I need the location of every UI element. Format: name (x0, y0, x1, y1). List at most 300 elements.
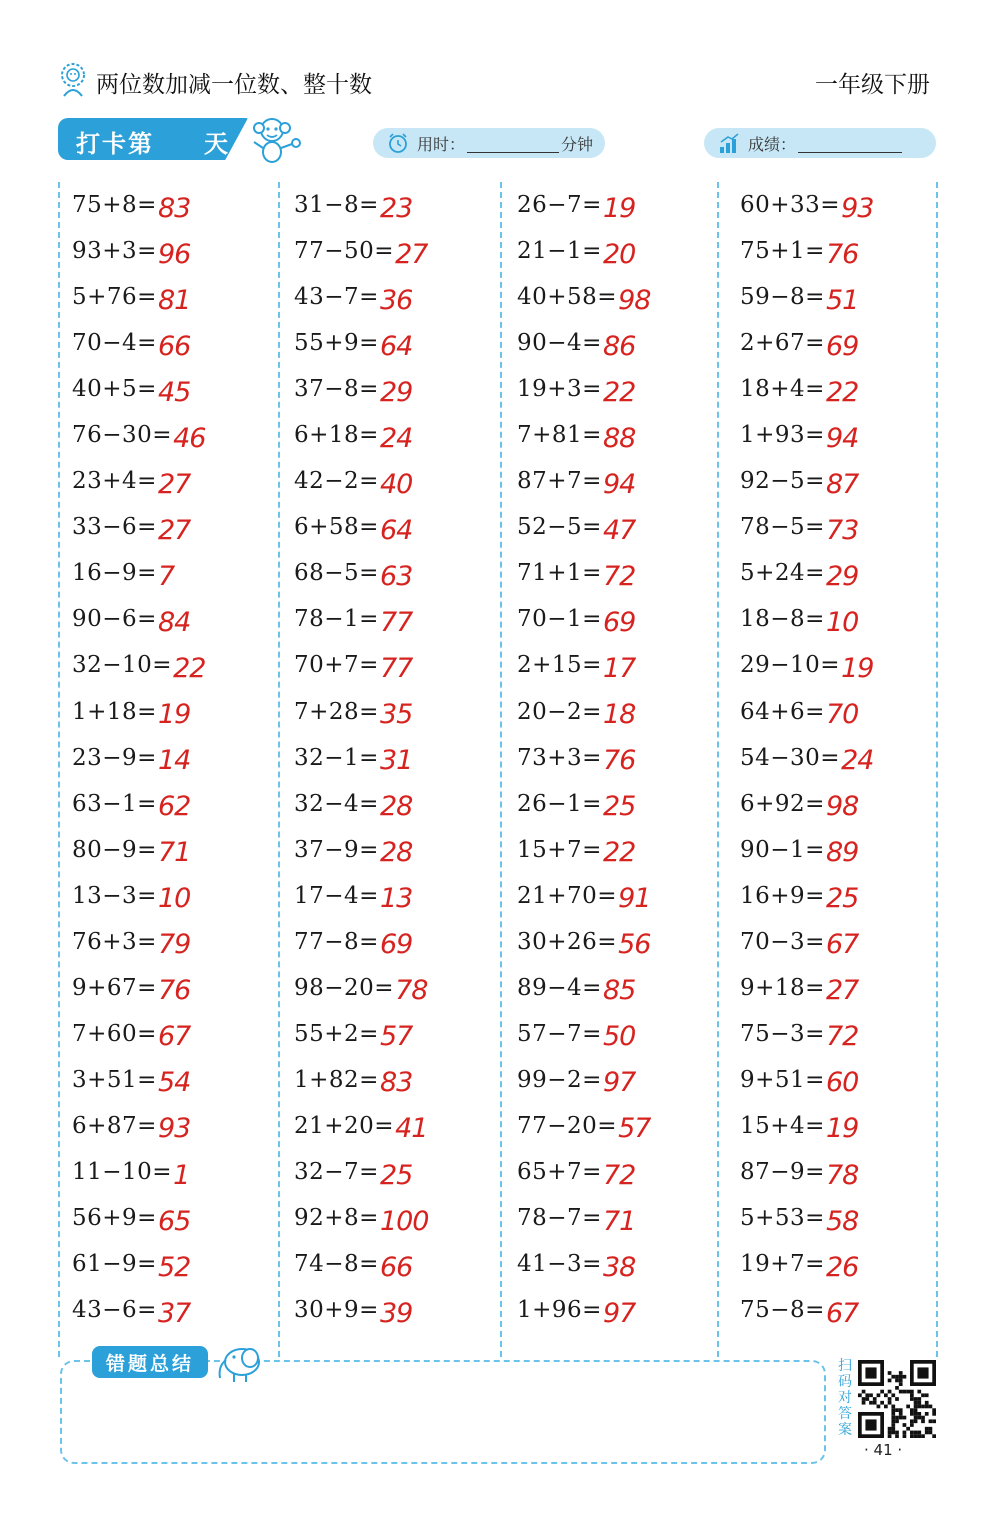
problem-question: 87+7= (517, 468, 602, 495)
problem-question: 17−4= (294, 882, 379, 909)
problem-row (294, 873, 504, 919)
problem-row (72, 1241, 282, 1287)
handwritten-answer[interactable]: 66 (157, 330, 191, 362)
problem-row (517, 274, 727, 320)
problem-question: 40+5= (72, 376, 157, 403)
problem-row (740, 550, 950, 596)
problem-question: 18−8= (740, 606, 825, 633)
handwritten-answer[interactable]: 76 (602, 745, 636, 777)
handwritten-answer[interactable]: 35 (379, 699, 413, 731)
problem-question: 26−7= (517, 192, 602, 219)
handwritten-answer[interactable]: 91 (618, 883, 651, 915)
handwritten-answer[interactable]: 38 (602, 1251, 636, 1283)
handwritten-answer[interactable]: 64 (379, 514, 413, 546)
problem-question: 20−2= (517, 698, 602, 725)
problem-row (740, 320, 950, 366)
problem-question: 19+7= (740, 1251, 825, 1278)
handwritten-answer[interactable]: 72 (602, 1159, 636, 1191)
problem-row (72, 182, 282, 228)
handwritten-answer[interactable]: 19 (157, 699, 191, 731)
scan-for-answers-label: 扫码对答案 (838, 1358, 852, 1438)
problem-question: 78−7= (517, 1205, 602, 1232)
handwritten-answer[interactable]: 83 (379, 1067, 413, 1099)
problem-question: 75+8= (72, 192, 157, 219)
problem-question: 32−7= (294, 1159, 379, 1185)
handwritten-answer[interactable]: 58 (825, 1205, 859, 1237)
problem-row (294, 781, 504, 827)
problem-question: 21+20= (294, 1112, 395, 1139)
problem-row (294, 919, 504, 965)
time-unit: 分钟 (561, 134, 594, 154)
handwritten-answer[interactable]: 25 (825, 883, 859, 915)
problem-row (517, 182, 727, 228)
problem-row (740, 1057, 950, 1103)
problem-question: 68−5= (294, 560, 379, 587)
handwritten-answer[interactable]: 52 (157, 1251, 191, 1283)
handwritten-answer[interactable]: 19 (602, 192, 636, 224)
handwritten-answer[interactable]: 28 (379, 791, 413, 823)
problem-question: 29−10= (740, 652, 841, 679)
column-divider (58, 182, 60, 1357)
problem-question: 37−9= (294, 836, 379, 863)
problem-row (72, 366, 282, 412)
problem-row (72, 873, 282, 919)
problem-question: 89−4= (517, 974, 602, 1001)
problem-question: 71+1= (517, 560, 602, 587)
problem-question: 56+9= (72, 1205, 157, 1232)
handwritten-answer[interactable]: 57 (618, 1113, 651, 1145)
chart-trophy-icon (718, 132, 740, 154)
problem-row (72, 458, 282, 504)
problem-row (740, 781, 950, 827)
handwritten-answer[interactable]: 27 (395, 238, 428, 270)
problem-row (294, 228, 504, 274)
problem-question: 52−5= (517, 514, 602, 541)
problem-row (517, 1057, 727, 1103)
problem-row (517, 1149, 727, 1195)
problem-question: 55+9= (294, 330, 379, 357)
problem-row (72, 781, 282, 827)
problem-question: 78−1= (294, 606, 379, 633)
problem-question: 7+28= (294, 698, 379, 725)
handwritten-answer[interactable]: 20 (602, 238, 636, 270)
problem-row (517, 458, 727, 504)
handwritten-answer[interactable]: 79 (157, 929, 191, 961)
problem-question: 75+1= (740, 238, 825, 265)
problem-question: 32−10= (72, 652, 173, 679)
problem-question: 77−8= (294, 928, 379, 955)
problem-question: 11−10= (72, 1159, 173, 1185)
problem-row (72, 320, 282, 366)
handwritten-answer[interactable]: 77 (379, 652, 413, 684)
problem-question: 23−9= (72, 744, 157, 771)
time-field[interactable] (373, 128, 605, 158)
problem-row (294, 458, 504, 504)
problem-row (740, 182, 950, 228)
problem-column-4 (740, 182, 950, 1333)
problem-question: 26−1= (517, 790, 602, 817)
problem-row (72, 550, 282, 596)
problem-question: 37−8= (294, 376, 379, 403)
problem-question: 78−5= (740, 514, 825, 541)
lion-logo-icon (58, 62, 88, 98)
handwritten-answer[interactable]: 76 (157, 975, 191, 1007)
problem-row (72, 642, 282, 688)
handwritten-answer[interactable]: 26 (825, 1251, 859, 1283)
problem-question: 75−3= (740, 1020, 825, 1047)
problem-question: 76−30= (72, 422, 173, 449)
problem-row (740, 1011, 950, 1057)
problem-row (740, 228, 950, 274)
handwritten-answer[interactable]: 25 (379, 1159, 413, 1191)
problem-question: 6+87= (72, 1112, 157, 1139)
handwritten-answer[interactable]: 50 (602, 1021, 636, 1053)
handwritten-answer[interactable]: 23 (379, 192, 413, 224)
problem-column-2 (294, 182, 504, 1333)
problem-question: 30+26= (517, 928, 618, 955)
problem-question: 5+53= (740, 1205, 825, 1232)
handwritten-answer[interactable]: 37 (157, 1297, 191, 1329)
problem-question: 60+33= (740, 192, 841, 219)
handwritten-answer[interactable]: 87 (825, 468, 859, 500)
handwritten-answer[interactable]: 76 (825, 238, 859, 270)
problem-row (294, 1057, 504, 1103)
problem-row (740, 274, 950, 320)
handwritten-answer[interactable]: 85 (602, 975, 636, 1007)
problem-row (72, 919, 282, 965)
problem-row (740, 412, 950, 458)
handwritten-answer[interactable]: 27 (157, 468, 191, 500)
problem-row (740, 735, 950, 781)
problem-question: 30+9= (294, 1297, 379, 1324)
problem-question: 21+70= (517, 882, 618, 909)
grade-label: 一年级下册 (815, 72, 930, 98)
problem-question: 73+3= (517, 744, 602, 771)
problem-question: 70−1= (517, 606, 602, 633)
handwritten-answer[interactable]: 60 (825, 1067, 859, 1099)
time-blank[interactable] (467, 138, 559, 153)
problem-question: 9+51= (740, 1066, 825, 1093)
problem-row (72, 689, 282, 735)
problem-question: 31−8= (294, 192, 379, 219)
handwritten-answer[interactable]: 98 (825, 791, 859, 823)
problem-row (72, 1103, 282, 1149)
handwritten-answer[interactable]: 70 (825, 699, 859, 731)
problem-question: 74−8= (294, 1251, 379, 1278)
problem-question: 90−1= (740, 836, 825, 863)
problem-row (294, 1241, 504, 1287)
handwritten-answer[interactable]: 77 (379, 606, 413, 638)
problem-row (517, 873, 727, 919)
problem-question: 41−3= (517, 1251, 602, 1278)
monkey-mascot-icon (248, 112, 304, 166)
handwritten-answer[interactable]: 86 (602, 330, 636, 362)
handwritten-answer[interactable]: 65 (157, 1205, 191, 1237)
handwritten-answer[interactable]: 71 (602, 1205, 636, 1237)
handwritten-answer[interactable]: 62 (157, 791, 191, 823)
handwritten-answer[interactable]: 27 (825, 975, 859, 1007)
problem-row (740, 1149, 950, 1195)
problem-row (294, 1011, 504, 1057)
alarm-clock-icon (387, 132, 409, 154)
handwritten-answer[interactable]: 51 (825, 284, 859, 316)
handwritten-answer[interactable]: 66 (379, 1251, 413, 1283)
mistakes-summary-label: 错题总结 (92, 1346, 208, 1378)
problem-row (517, 366, 727, 412)
problem-row (740, 919, 950, 965)
problem-row (517, 550, 727, 596)
handwritten-answer[interactable]: 84 (157, 606, 191, 638)
problem-question: 1+96= (517, 1297, 602, 1324)
handwritten-answer[interactable]: 24 (841, 745, 874, 777)
problem-row (517, 596, 727, 642)
problem-row (517, 504, 727, 550)
problem-question: 2+15= (517, 652, 602, 679)
handwritten-answer[interactable]: 67 (157, 1021, 191, 1053)
problem-row (740, 873, 950, 919)
problem-row (72, 1195, 282, 1241)
problem-question: 98−20= (294, 974, 395, 1001)
handwritten-answer[interactable]: 98 (618, 284, 651, 316)
checkin-day-suffix: 天 (204, 130, 228, 158)
handwritten-answer[interactable]: 41 (395, 1113, 428, 1145)
problem-row (517, 320, 727, 366)
score-blank[interactable] (798, 138, 902, 153)
problem-question: 70+7= (294, 652, 379, 679)
problem-row (517, 1011, 727, 1057)
handwritten-answer[interactable]: 31 (379, 745, 413, 777)
problem-question: 65+7= (517, 1159, 602, 1185)
problem-question: 32−4= (294, 790, 379, 817)
problem-row (72, 228, 282, 274)
problem-question: 77−20= (517, 1112, 618, 1139)
problem-row (517, 642, 727, 688)
problem-row (740, 827, 950, 873)
score-field[interactable] (704, 128, 936, 158)
handwritten-answer[interactable]: 63 (379, 560, 413, 592)
handwritten-answer[interactable]: 57 (379, 1021, 413, 1053)
problem-row (517, 965, 727, 1011)
handwritten-answer[interactable]: 47 (602, 514, 636, 546)
problem-column-3 (517, 182, 727, 1333)
problem-question: 3+51= (72, 1066, 157, 1093)
handwritten-answer[interactable]: 83 (157, 192, 191, 224)
handwritten-answer[interactable]: 67 (825, 929, 859, 961)
problem-question: 70−4= (72, 330, 157, 357)
problem-question: 5+24= (740, 560, 825, 587)
qr-code-icon[interactable] (858, 1360, 936, 1438)
handwritten-answer[interactable]: 19 (841, 652, 874, 684)
page-title: 两位数加减一位数、整十数 (96, 72, 372, 98)
handwritten-answer[interactable]: 94 (602, 468, 636, 500)
handwritten-answer[interactable]: 22 (173, 652, 206, 684)
problem-row (740, 596, 950, 642)
handwritten-answer[interactable]: 56 (618, 929, 651, 961)
problem-row (72, 827, 282, 873)
problem-question: 43−6= (72, 1297, 157, 1324)
problem-question: 9+18= (740, 974, 825, 1001)
problem-row (294, 274, 504, 320)
problem-question: 6+92= (740, 790, 825, 817)
problem-row (517, 1287, 727, 1333)
handwritten-answer[interactable]: 78 (395, 975, 428, 1007)
problem-row (294, 1195, 504, 1241)
handwritten-answer[interactable]: 1 (173, 1159, 190, 1191)
problem-question: 40+58= (517, 284, 618, 311)
handwritten-answer[interactable]: 69 (379, 929, 413, 961)
problem-column-1 (72, 182, 282, 1333)
handwritten-answer[interactable]: 81 (157, 284, 191, 316)
problem-question: 43−7= (294, 284, 379, 311)
problem-question: 54−30= (740, 744, 841, 771)
handwritten-answer[interactable]: 17 (602, 652, 636, 684)
handwritten-answer[interactable]: 54 (157, 1067, 191, 1099)
problem-question: 99−2= (517, 1066, 602, 1093)
problem-question: 59−8= (740, 284, 825, 311)
handwritten-answer[interactable]: 89 (825, 837, 859, 869)
handwritten-answer[interactable]: 100 (379, 1205, 429, 1237)
problem-row (294, 412, 504, 458)
problem-question: 76+3= (72, 928, 157, 955)
handwritten-answer[interactable]: 46 (173, 422, 206, 454)
problem-row (294, 827, 504, 873)
handwritten-answer[interactable]: 10 (157, 883, 191, 915)
problem-row (740, 366, 950, 412)
handwritten-answer[interactable]: 18 (602, 699, 636, 731)
handwritten-answer[interactable]: 71 (157, 837, 191, 869)
handwritten-answer[interactable]: 10 (825, 606, 859, 638)
problem-row (740, 689, 950, 735)
problem-question: 55+2= (294, 1020, 379, 1047)
problem-row (72, 504, 282, 550)
handwritten-answer[interactable]: 28 (379, 837, 413, 869)
problem-question: 75−8= (740, 1297, 825, 1324)
problem-row (294, 689, 504, 735)
problem-row (294, 366, 504, 412)
handwritten-answer[interactable]: 94 (825, 422, 859, 454)
checkin-label: 打卡第 (76, 130, 154, 158)
handwritten-answer[interactable]: 29 (825, 560, 859, 592)
problem-question: 87−9= (740, 1159, 825, 1185)
problem-question: 6+18= (294, 422, 379, 449)
handwritten-answer[interactable]: 29 (379, 376, 413, 408)
problem-question: 90−4= (517, 330, 602, 357)
handwritten-answer[interactable]: 97 (602, 1067, 636, 1099)
problem-row (517, 412, 727, 458)
problem-question: 92−5= (740, 468, 825, 495)
problem-row (294, 550, 504, 596)
problem-question: 5+76= (72, 284, 157, 311)
handwritten-answer[interactable]: 7 (157, 560, 175, 592)
problem-question: 15+4= (740, 1112, 825, 1139)
problem-question: 19+3= (517, 376, 602, 403)
problem-row (294, 1149, 504, 1195)
handwritten-answer[interactable]: 97 (602, 1297, 636, 1329)
score-label: 成绩： (748, 134, 797, 154)
problem-question: 70−3= (740, 928, 825, 955)
problem-row (294, 642, 504, 688)
problem-row (517, 689, 727, 735)
problem-row (517, 781, 727, 827)
handwritten-answer[interactable]: 24 (379, 422, 413, 454)
handwritten-answer[interactable]: 69 (602, 606, 636, 638)
problem-row (294, 182, 504, 228)
problem-row (517, 1241, 727, 1287)
problem-row (72, 1011, 282, 1057)
handwritten-answer[interactable]: 88 (602, 422, 636, 454)
handwritten-answer[interactable]: 13 (379, 883, 413, 915)
problem-row (517, 1103, 727, 1149)
problem-question: 1+82= (294, 1066, 379, 1093)
handwritten-answer[interactable]: 39 (379, 1297, 413, 1329)
problem-row (72, 596, 282, 642)
problem-row (740, 1241, 950, 1287)
problem-row (294, 596, 504, 642)
elephant-icon (212, 1340, 268, 1384)
problem-question: 2+67= (740, 330, 825, 357)
handwritten-answer[interactable]: 22 (602, 837, 636, 869)
handwritten-answer[interactable]: 64 (379, 330, 413, 362)
problem-row (294, 320, 504, 366)
problem-question: 32−1= (294, 744, 379, 771)
problem-question: 1+18= (72, 698, 157, 725)
handwritten-answer[interactable]: 36 (379, 284, 413, 316)
handwritten-answer[interactable]: 45 (157, 376, 191, 408)
handwritten-answer[interactable]: 14 (157, 745, 191, 777)
problem-row (740, 1287, 950, 1333)
problem-row (740, 965, 950, 1011)
handwritten-answer[interactable]: 19 (825, 1113, 859, 1145)
handwritten-answer[interactable]: 22 (602, 376, 636, 408)
handwritten-answer[interactable]: 69 (825, 330, 859, 362)
problem-row (72, 1149, 282, 1195)
problem-question: 90−6= (72, 606, 157, 633)
problem-row (294, 1103, 504, 1149)
problem-row (517, 1195, 727, 1241)
problem-row (72, 1057, 282, 1103)
handwritten-answer[interactable]: 96 (157, 238, 191, 270)
handwritten-answer[interactable]: 78 (825, 1159, 859, 1191)
problem-question: 13−3= (72, 882, 157, 909)
handwritten-answer[interactable]: 73 (825, 514, 859, 546)
problem-question: 9+67= (72, 974, 157, 1001)
handwritten-answer[interactable]: 93 (841, 192, 874, 224)
problem-row (72, 412, 282, 458)
problem-question: 61−9= (72, 1251, 157, 1278)
handwritten-answer[interactable]: 22 (825, 376, 859, 408)
handwritten-answer[interactable]: 40 (379, 468, 413, 500)
problem-question: 16+9= (740, 882, 825, 909)
problem-question: 16−9= (72, 560, 157, 587)
problem-row (294, 965, 504, 1011)
problem-row (740, 642, 950, 688)
handwritten-answer[interactable]: 72 (602, 560, 636, 592)
handwritten-answer[interactable]: 27 (157, 514, 191, 546)
problem-question: 57−7= (517, 1020, 602, 1047)
problem-question: 15+7= (517, 836, 602, 863)
problem-row (294, 735, 504, 781)
handwritten-answer[interactable]: 72 (825, 1021, 859, 1053)
handwritten-answer[interactable]: 25 (602, 791, 636, 823)
problem-question: 7+60= (72, 1020, 157, 1047)
handwritten-answer[interactable]: 93 (157, 1113, 191, 1145)
problem-question: 93+3= (72, 238, 157, 265)
problem-row (740, 1195, 950, 1241)
problem-question: 42−2= (294, 468, 379, 495)
time-label: 用时： (417, 134, 466, 154)
problem-question: 6+58= (294, 514, 379, 541)
handwritten-answer[interactable]: 67 (825, 1297, 859, 1329)
